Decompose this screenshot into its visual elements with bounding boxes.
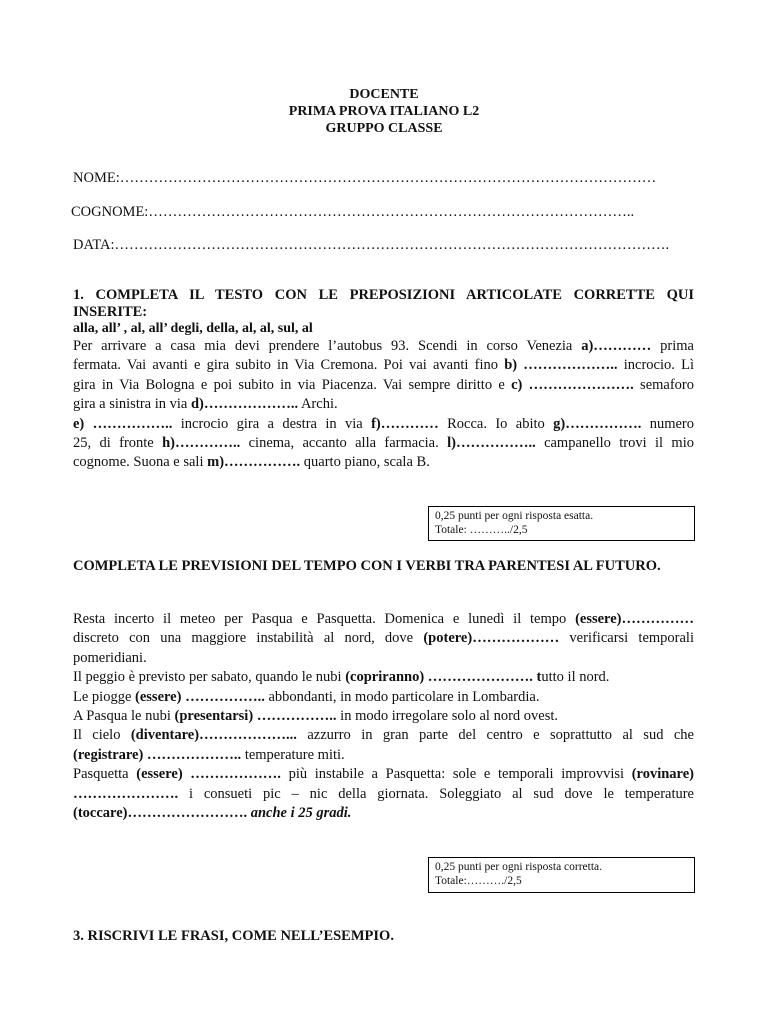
text-segment: Le piogge	[73, 688, 136, 705]
text-segment: gira a sinistra in via	[73, 396, 191, 413]
text-segment: cognome. Suona e sali	[73, 454, 208, 471]
text-segment: gira in Via Bologna e poi subito in via Piacenza. Vai sempre diritto e	[73, 376, 512, 393]
section2-score-box	[428, 857, 695, 893]
text-line	[73, 707, 694, 726]
section1-text	[73, 337, 694, 473]
text-segment: quarto piano, scala B.	[300, 454, 430, 471]
answer-blank[interactable]: m)…………….	[207, 454, 301, 471]
score-total: Totale:………./2,5	[435, 875, 522, 887]
data-field[interactable]: DATA:…………………………………………………………………………………………………….	[73, 237, 670, 253]
cognome-field[interactable]: COGNOME:………………………………………………………………………………………..	[71, 204, 635, 220]
text-segment: discreto con una maggiore instabilità al nord, dove	[73, 630, 424, 647]
text-segment: Per arrivare a casa mia devi prendere l’autobus 93. Scendi in corso Venezia	[73, 338, 582, 354]
text-line	[73, 785, 694, 804]
answer-blank[interactable]: d)………………..	[190, 396, 299, 413]
text-segment: Resta incerto il meteo per Pasqua e Pasquetta. Domenica e lunedì il tempo	[73, 611, 576, 627]
text-segment: Il cielo	[73, 727, 131, 744]
header-docente: DOCENTE	[349, 87, 419, 102]
text-segment: più instabile a Pasquetta: sole e temporali improvvisi	[280, 766, 632, 783]
answer-blank[interactable]: g)…………….	[553, 415, 642, 432]
answer-blank[interactable]: (registrare) ………………..	[73, 746, 242, 763]
text-segment: campanello trovi il mio	[535, 434, 694, 451]
text-line	[73, 453, 694, 472]
answer-blank[interactable]: (copriranno) …………………. t	[345, 669, 542, 686]
section2-text	[73, 610, 694, 823]
text-segment: abbondanti, in modo particolare in Lombardia.	[264, 688, 540, 705]
answer-blank[interactable]: (essere) ……………..	[135, 688, 265, 705]
answer-blank[interactable]: (potere)………………	[423, 630, 560, 647]
text-segment: i consueti pic – nic della giornata. Soleggiato al sud dove le temperature	[178, 785, 694, 802]
text-line	[73, 395, 694, 414]
section1-title: 1. COMPLETA IL TESTO CON LE PREPOSIZIONI ARTICOLATE CORRETTE QUI INSERITE:	[73, 287, 694, 320]
answer-blank[interactable]: e) ……………..	[73, 415, 173, 432]
answer-blank[interactable]: c) ………………….	[511, 376, 634, 393]
text-line	[73, 765, 694, 784]
answer-blank[interactable]: l)……………..	[447, 434, 536, 451]
score-total: Totale: ………../2,5	[435, 524, 528, 536]
text-line	[73, 415, 694, 434]
text-line	[73, 434, 694, 453]
text-segment: verificarsi temporali	[559, 630, 694, 647]
text-line	[73, 629, 694, 648]
score-rule: 0,25 punti per ogni risposta esatta.	[435, 510, 594, 522]
text-segment: prima	[651, 338, 694, 354]
answer-blank[interactable]: ………………….	[73, 785, 179, 802]
answer-blank[interactable]: h)…………..	[162, 434, 241, 451]
text-line	[73, 356, 694, 375]
text-segment: cinema, accanto alla farmacia.	[240, 434, 448, 451]
answer-blank[interactable]: (essere) ……………….	[136, 766, 281, 783]
text-segment: Il peggio è previsto per sabato, quando le nubi	[73, 669, 346, 686]
answer-blank: anche i 25 gradi.	[250, 804, 352, 821]
text-segment: in modo irregolare solo al nord ovest.	[336, 707, 559, 724]
text-segment: pomeridiani.	[73, 649, 147, 666]
text-segment: Rocca. Io abito	[438, 415, 554, 432]
header-exam-title: PRIMA PROVA ITALIANO L2	[288, 104, 480, 119]
answer-blank[interactable]: (diventare)………………...	[130, 727, 297, 744]
answer-blank[interactable]: (essere)……………	[575, 611, 694, 627]
header-group: GRUPPO CLASSE	[325, 121, 443, 136]
text-line	[73, 610, 694, 629]
text-line	[73, 804, 694, 823]
answer-blank[interactable]: a)…………	[581, 338, 652, 354]
answer-blank[interactable]: f)…………	[371, 415, 439, 432]
section1-word-bank: alla, all’ , al, all’ degli, della, al, al, sul, al	[73, 321, 313, 336]
text-segment: incrocio gira a destra in via	[172, 415, 372, 432]
text-segment: fermata. Vai avanti e gira subito in Via Cremona. Poi vai avanti fino	[73, 357, 505, 374]
section1-score-box	[428, 506, 695, 541]
nome-field[interactable]: NOME:…………………………………………………………………………………………………	[73, 170, 657, 186]
section2-title: COMPLETA LE PREVISIONI DEL TEMPO CON I VERBI TRA PARENTESI AL FUTURO.	[73, 558, 661, 574]
text-line	[73, 726, 694, 745]
text-segment: incrocio. Lì	[617, 357, 694, 374]
text-segment: Archi.	[298, 396, 338, 413]
section3-title: 3. RISCRIVI LE FRASI, COME NELL’ESEMPIO.	[73, 928, 394, 944]
text-segment: A Pasqua le nubi	[73, 707, 175, 724]
text-segment: numero	[641, 415, 694, 432]
text-line	[73, 688, 694, 707]
text-line	[73, 649, 694, 668]
answer-blank[interactable]: b) ………………..	[504, 357, 618, 374]
text-line	[73, 376, 694, 395]
text-segment: semaforo	[633, 376, 694, 393]
text-line	[73, 668, 694, 687]
text-segment: utto il nord.	[541, 669, 610, 686]
answer-blank[interactable]: (toccare)…………………….	[73, 804, 248, 821]
text-segment: 25, di fronte	[73, 434, 163, 451]
score-rule: 0,25 punti per ogni risposta corretta.	[435, 861, 603, 873]
text-segment: azzurro in gran parte del centro e soprattutto al sud che	[296, 727, 694, 744]
answer-blank: (rovinare)	[631, 766, 694, 783]
text-line	[73, 746, 694, 765]
text-segment: temperature miti.	[241, 746, 345, 763]
answer-blank[interactable]: (presentarsi) ……………..	[174, 707, 337, 724]
text-line	[73, 337, 694, 356]
text-segment: Pasquetta	[73, 766, 137, 783]
